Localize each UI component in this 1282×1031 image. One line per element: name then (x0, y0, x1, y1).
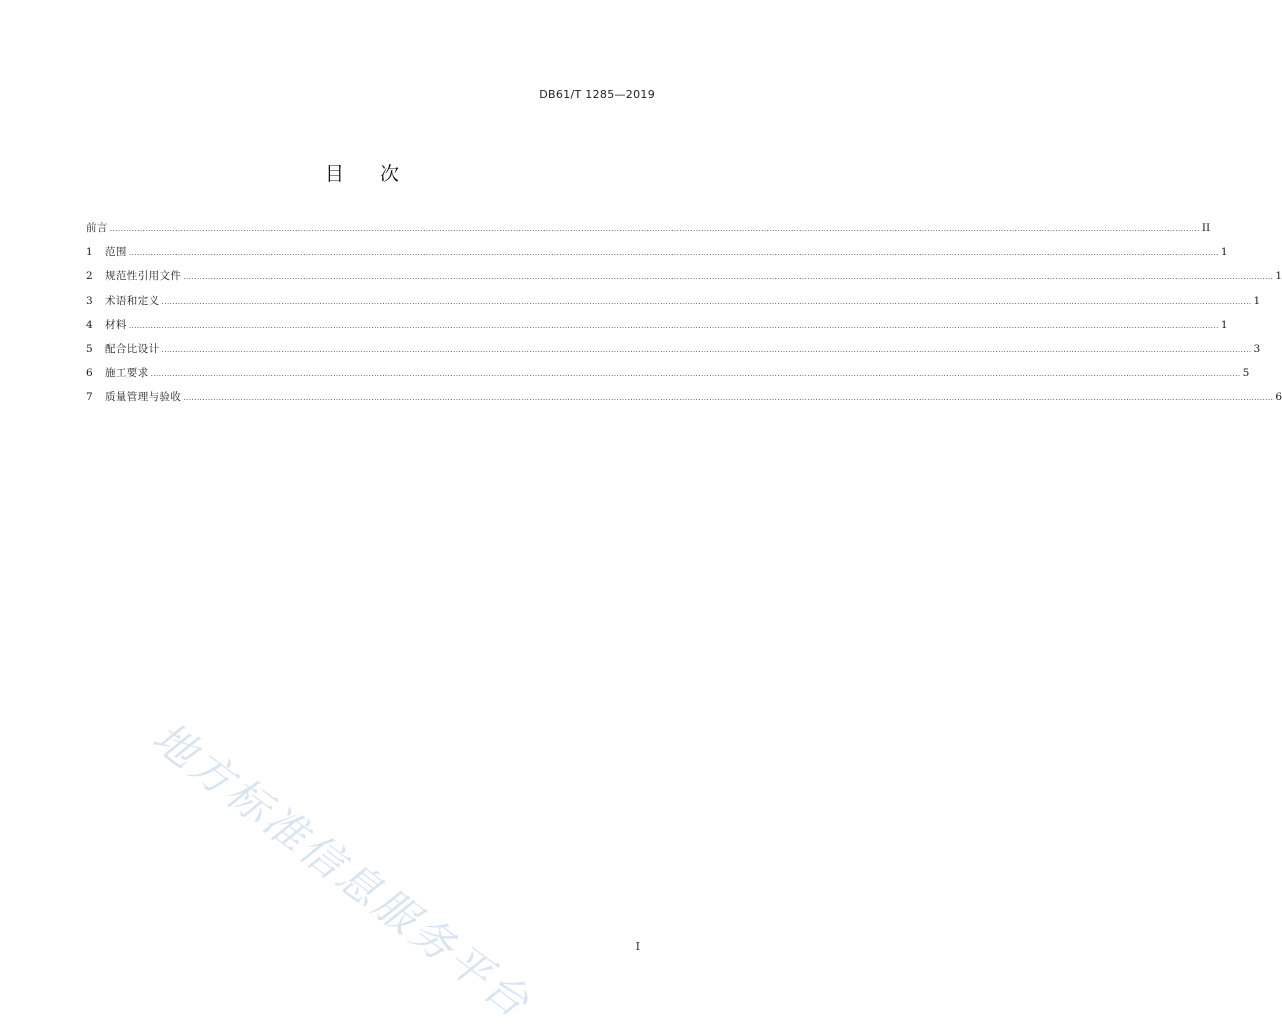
toc-entry-materials[interactable] (86, 313, 1228, 337)
toc-title-right: 次 (380, 163, 400, 185)
watermark: 地方标准信息服务平台 (143, 712, 541, 1029)
toc-entry-quality-acceptance[interactable] (86, 385, 1282, 409)
toc-entry-label: 前言 (86, 222, 108, 234)
toc-entry-page: II (1201, 222, 1211, 234)
toc-entry-number: 4 (86, 318, 93, 331)
toc-leader-dots: ................................................................................................................................................................................................................................................................................................................................................................................................................ (161, 345, 1252, 354)
toc-leader-dots: ................................................................................................................................................................................................................................................................................................................................................................................................................ (150, 370, 1241, 379)
toc-entry-label: 材料 (105, 318, 127, 331)
toc-entry-page: 6 (1275, 391, 1282, 404)
toc-entry-scope[interactable] (86, 240, 1228, 264)
toc-leader-dots: ................................................................................................................................................................................................................................................................................................................................................................................................................ (161, 297, 1252, 306)
toc-entry-page: 3 (1253, 342, 1261, 355)
toc-leader-dots: ................................................................................................................................................................................................................................................................................................................................................................................................................ (109, 225, 1200, 233)
toc-entry-page: 1 (1275, 270, 1282, 283)
toc-entry-number: 2 (86, 270, 93, 283)
toc-title (0, 159, 724, 186)
toc-entry-label: 质量管理与验收 (105, 391, 182, 404)
toc-entry-label: 配合比设计 (105, 342, 160, 355)
standard-code: DB61/T 1285—2019 (539, 88, 655, 101)
toc-title-left: 目 (324, 163, 344, 185)
table-of-contents (86, 216, 1282, 410)
toc-entry-number: 6 (86, 367, 93, 380)
toc-entry-number: 3 (86, 294, 93, 307)
toc-entry-page: 1 (1253, 294, 1261, 307)
toc-leader-dots: ................................................................................................................................................................................................................................................................................................................................................................................................................ (183, 394, 1274, 403)
toc-entry-number: 7 (86, 391, 93, 404)
toc-leader-dots: ................................................................................................................................................................................................................................................................................................................................................................................................................ (128, 321, 1219, 330)
toc-entry-terms-definitions[interactable] (86, 289, 1261, 313)
toc-entry-number: 5 (86, 342, 93, 355)
toc-leader-dots: ................................................................................................................................................................................................................................................................................................................................................................................................................ (183, 273, 1274, 282)
toc-entry-label: 术语和定义 (105, 294, 160, 307)
toc-entry-label: 施工要求 (105, 367, 149, 380)
toc-entry-label: 规范性引用文件 (105, 270, 182, 283)
toc-entry-foreword[interactable] (86, 216, 1211, 240)
toc-entry-normative-references[interactable] (86, 264, 1282, 288)
toc-entry-number: 1 (86, 246, 93, 259)
toc-leader-dots: ................................................................................................................................................................................................................................................................................................................................................................................................................ (128, 249, 1219, 258)
toc-entry-construction-requirements[interactable] (86, 361, 1250, 385)
toc-entry-page: 1 (1220, 246, 1228, 259)
toc-entry-page: 1 (1220, 318, 1228, 331)
toc-entry-page: 5 (1242, 367, 1250, 380)
toc-entry-mix-design[interactable] (86, 337, 1261, 361)
toc-entry-label: 范围 (105, 246, 127, 259)
page-number: I (635, 940, 640, 953)
